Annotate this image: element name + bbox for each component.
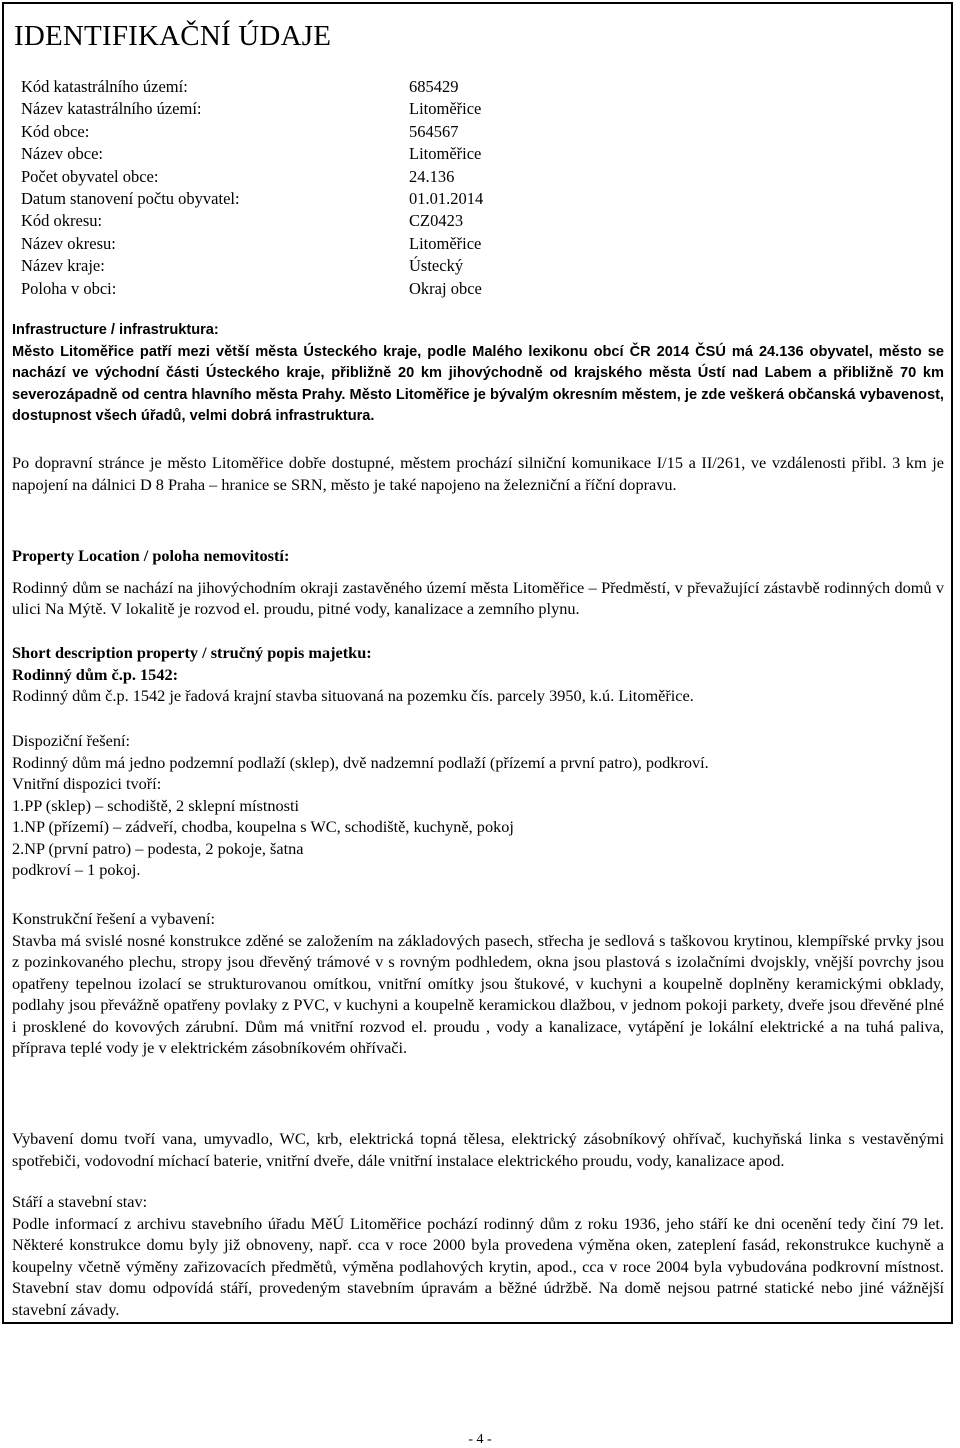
id-value: Litoměřice (409, 144, 482, 164)
id-value: CZ0423 (409, 211, 464, 231)
id-value: 01.01.2014 (409, 188, 484, 208)
id-label: Kód obce: (21, 121, 90, 141)
id-label: Datum stanovení počtu obyvatel: (21, 188, 240, 208)
transport-paragraph: Po dopravní stránce je město Litoměřice dobře dostupné, městem prochází silniční komunikace I/15 a II/261, ve vzdálenosti přibl. 3 km je napojení na dálnici D 8 Praha – hranice se SRN, město je také napojeno na železniční a říční dopravu. (12, 453, 944, 494)
id-value: 685429 (409, 77, 459, 96)
infrastructure-heading: Infrastructure / infrastruktura: (12, 322, 219, 338)
layout-line: 2.NP (první patro) – podesta, 2 pokoje, šatna (12, 838, 304, 858)
age-heading: Stáří a stavební stav: (12, 1192, 148, 1211)
layout-heading: Dispoziční řešení: (12, 731, 131, 750)
construction-heading: Konstrukční řešení a vybavení: (12, 909, 216, 928)
construction-paragraph: Stavba má svislé nosné konstrukce zděné se založením na základových pasech, střecha je sedlová s taškovou krytinou, klempířské prvky jsou z pozinkovaného plechu, stropy jsou dřevěný trámové v s rovným podhledem, okna jsou plastová s izolačními dvojskly, vnější povrchy jsou opatřeny tepelnou izolací se strukturovanou omítkou, vnitřní omítky jsou štukové, v kuchyni a koupelně doplněny keramickými obklady, podlahy jsou převážně opatřeny povlaky z PVC, v kuchyni a koupelně keramickou dlažbou, v jednom pokoji parkety, dveře jsou dřevěné plné i prosklené do kovových zárubní. Dům má vnitřní rozvod el. proudu , vody a kanalizace, vytápění je lokální elektrické a na tuhá paliva, příprava teplé vody je v elektrickém zásobníkovém ohřívači. (12, 930, 944, 1057)
layout-line: Rodinný dům má jedno podzemní podlaží (sklep), dvě nadzemní podlaží (přízemí a první patro), podkroví. (12, 752, 709, 772)
equipment-paragraph: Vybavení domu tvoří vana, umyvadlo, WC, krb, elektrická topná tělesa, elektrický zásobníkový ohřívač, kuchyňská linka s vestavěnými spotřebiči, vodovodní míchací baterie, vnitřní dveře, dále vnitřní instalace elektrického proudu, vody, kanalizace apod. (12, 1129, 944, 1170)
id-label: Název katastrálního území: (21, 99, 202, 119)
location-heading: Property Location / poloha nemovitostí: (12, 546, 290, 565)
id-label: Název obce: (21, 144, 103, 164)
id-label: Kód katastrálního území: (21, 77, 188, 96)
id-value: Litoměřice (409, 99, 482, 119)
age-paragraph: Podle informací z archivu stavebního úřadu MěÚ Litoměřice pochází rodinný dům z roku 1936, jeho stáří ke dni ocenění tedy činí 79 let. Některé konstrukce domu byly již obnoveny, např. cca v roce 2000 byla provedena výměna oken, zateplení fasád, rekonstrukce kuchyně a koupelny včetně výměny zařizovacích předmětů, výměna podlahových krytin, apod., cca v roce 2004 byla vybudována podkrovní místnost. Stavební stav domu odpovídá stáří, provedeným stavebním úpravám a běžné údržbě. Na domě nejsou patrné statické nebo jiné vážnější stavební závady. (12, 1213, 944, 1319)
description-paragraph: Rodinný dům č.p. 1542 je řadová krajní stavba situovaná na pozemku čís. parcely 3950, k.ú. Litoměřice. (12, 686, 694, 705)
document-frame (2, 2, 953, 1324)
transport-section (12, 452, 944, 495)
id-label: Název kraje: (21, 256, 105, 276)
layout-section (12, 730, 944, 881)
infrastructure-paragraph: Město Litoměřice patří mezi větší města Ústeckého kraje, podle Malého lexikonu obcí ČR 2014 ČSÚ má 24.136 obyvatel, město se nachází ve východní části Ústeckého kraje, přibližně 20 km jihovýchodně od krajského města Ústí nad Labem a přibližně 70 km severozápadně od centra hlavního města Prahy. Město Litoměřice je bývalým okresním městem, je zde veškerá občanská vybavenost, dostupnost všech úřadů, velmi dobrá infrastruktura. (12, 343, 944, 424)
page-number: - 4 - (468, 1432, 492, 1447)
layout-line: 1.PP (sklep) – schodiště, 2 sklepní místnosti (12, 795, 300, 815)
equipment-section (12, 1128, 944, 1171)
id-value: 564567 (409, 121, 459, 141)
layout-line: 1.NP (přízemí) – zádveří, chodba, koupelna s WC, schodiště, kuchyně, pokoj (12, 817, 514, 836)
id-label: Kód okresu: (21, 211, 103, 231)
description-section (12, 642, 944, 707)
id-label: Název okresu: (21, 233, 116, 253)
description-heading: Short description property / stručný popis majetku: (12, 643, 372, 662)
infrastructure-section (12, 320, 944, 428)
location-section (12, 545, 944, 620)
id-label: Počet obyvatel obce: (21, 166, 159, 186)
construction-section (12, 908, 944, 1059)
id-value: Litoměřice (409, 233, 482, 253)
layout-line: podkroví – 1 pokoj. (12, 860, 141, 879)
id-label: Poloha v obci: (21, 278, 117, 298)
id-value: 24.136 (409, 166, 455, 186)
id-value: Ústecký (409, 256, 464, 276)
page-title: IDENTIFIKAČNÍ ÚDAJE (14, 20, 332, 52)
layout-line: Vnitřní dispozici tvoří: (12, 774, 162, 793)
description-subheading: Rodinný dům č.p. 1542: (12, 664, 179, 684)
id-value: Okraj obce (409, 278, 482, 298)
age-section (12, 1191, 944, 1320)
location-paragraph: Rodinný dům se nachází na jihovýchodním okraji zastavěného území města Litoměřice – Předměstí, v převažující zástavbě rodinných domů v ulici Na Mýtě. V lokalitě je rozvod el. proudu, pitné vody, kanalizace a zemního plynu. (12, 577, 944, 618)
